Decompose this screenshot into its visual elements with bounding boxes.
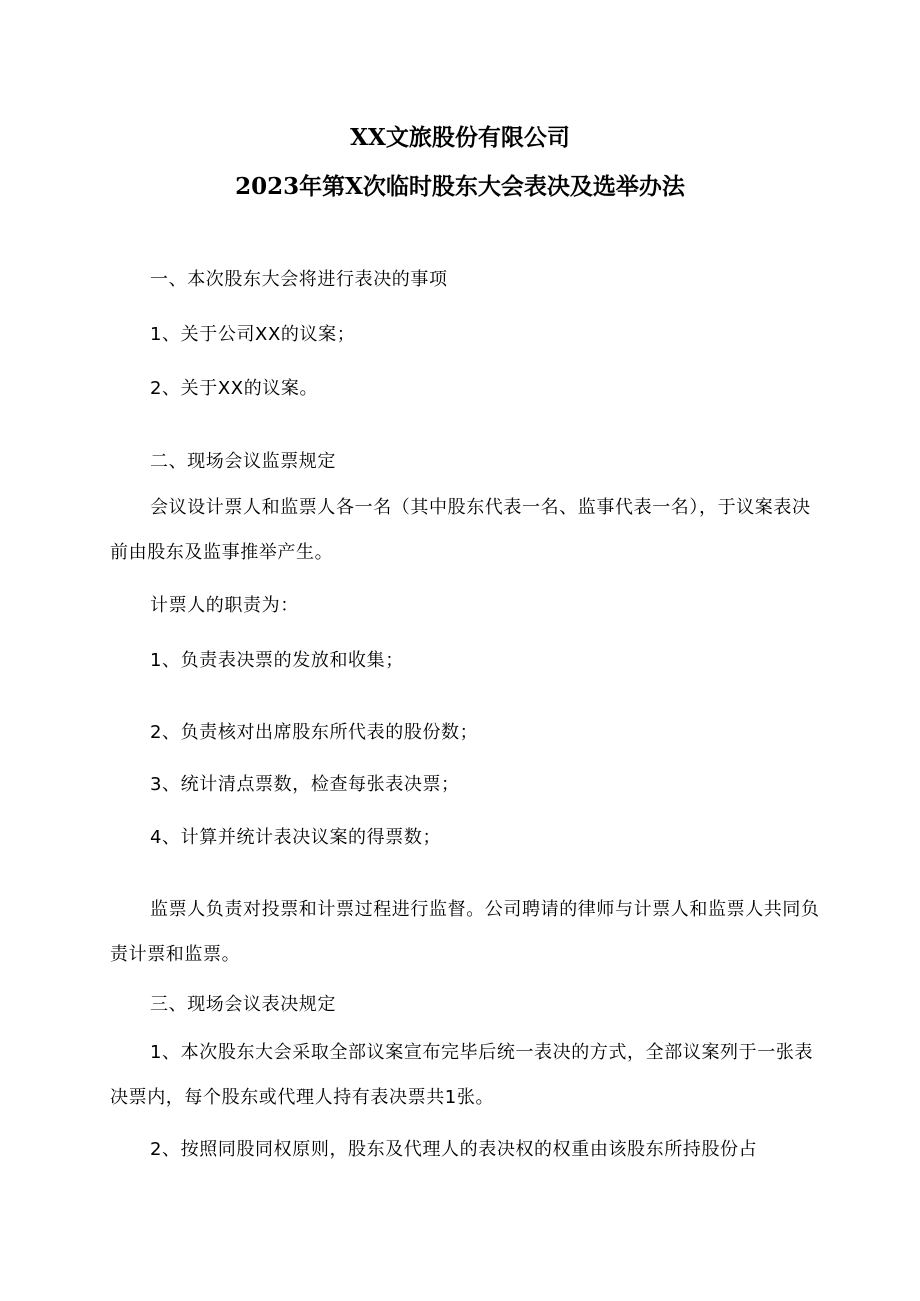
section1-heading: 一、本次股东大会将进行表决的事项	[150, 269, 448, 290]
document-title-company: XX文旅股份有限公司	[350, 124, 570, 151]
section3-heading: 三、现场会议表决规定	[150, 994, 336, 1015]
section3-rule-2: 2、按照同股同权原则，股东及代理人的表决权的权重由该股东所持股份占	[150, 1139, 758, 1160]
section2-heading: 二、现场会议监票规定	[150, 451, 336, 472]
document-title-meeting: 2023年第X次临时股东大会表决及选举办法	[235, 173, 685, 200]
section2-duty-2: 2、负责核对出席股东所代表的股份数；	[150, 722, 479, 743]
section1-item-1: 1、关于公司XX的议案；	[150, 324, 356, 345]
section2-duties-intro: 计票人的职责为：	[150, 595, 299, 616]
section2-paragraph-1: 会议设计票人和监票人各一名（其中股东代表一名、监事代表一名），于议案表决前由股东及监事推举产生。	[110, 497, 811, 563]
section1-item-2: 2、关于XX的议案。	[150, 378, 319, 399]
section3-rule-1: 1、本次股东大会采取全部议案宣布完毕后统一表决的方式，全部议案列于一张表决票内，每个股东或代理人持有表决票共1张。	[110, 1042, 814, 1108]
section2-duty-3: 3、统计清点票数，检查每张表决票；	[150, 774, 460, 795]
section2-duty-1: 1、负责表决票的发放和收集；	[150, 650, 404, 671]
section2-paragraph-2: 监票人负责对投票和计票过程进行监督。公司聘请的律师与计票人和监票人共同负责计票和监票。	[110, 899, 820, 965]
section2-duty-4: 4、计算并统计表决议案的得票数；	[150, 827, 442, 848]
